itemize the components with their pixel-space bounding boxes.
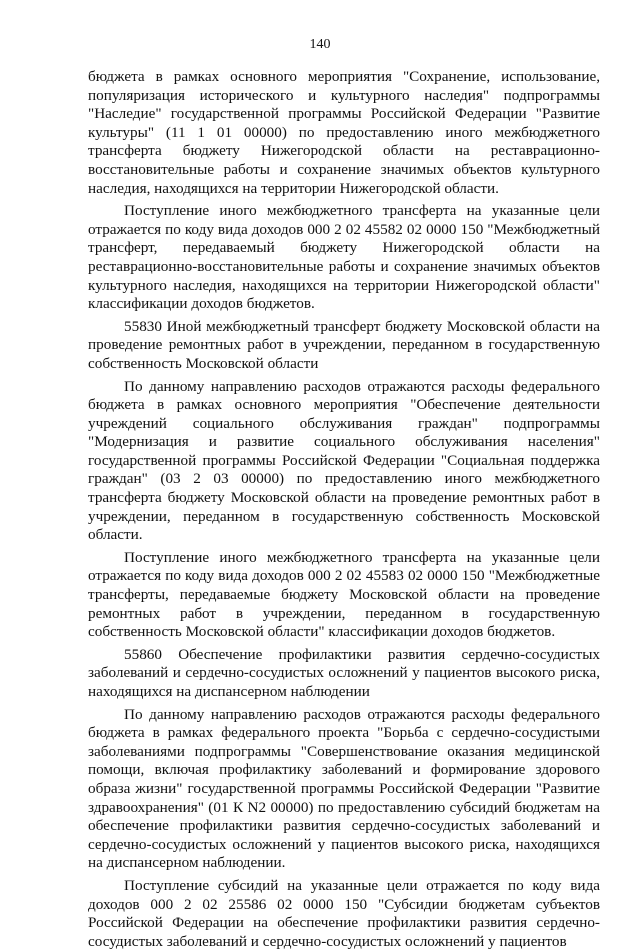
page-number: 140: [309, 37, 331, 52]
paragraph-income-subsidies: Поступление субсидий на указанные цели отражается по коду вида доходов 000 2 02 25586 02 0000 150 "Субсидии бюджетам субъектов Российской Федерации на обеспечение профилактики развития сердечно-сосудистых заболеваний и сердечно-сосудистых осложнений у пациентов: [88, 876, 600, 950]
paragraph-code-55860-heading: 55860 Обеспечение профилактики развития сердечно-сосудистых заболеваний и сердечно-сосудистых осложнений у пациентов высокого риска, находящихся на диспансерном наблюдении: [88, 645, 600, 700]
paragraph-expenses-moscow-region: По данному направлению расходов отражаются расходы федерального бюджета в рамках основного мероприятия "Обеспечение деятельности учреждений социального обслуживания граждан" подпрограммы "Модернизация и развитие социального обслуживания населения" государственной программы Российской Федерации "Социальная поддержка граждан" (03 2 03 00000) по предоставлению иного межбюджетного трансферта бюджету Московской области на проведение ремонтных работ в учреждении, переданном в государственную собственность Московской области.: [88, 377, 600, 544]
paragraph-income-nizhny-novgorod: Поступление иного межбюджетного трансферта на указанные цели отражается по коду вида доходов 000 2 02 45582 02 0000 150 "Межбюджетный трансферт, передаваемый бюджету Нижегородской области на реставрационно-восстановительные работы и сохранение значимых объектов культурного наследия, находящихся на территории Нижегородской области" классификации доходов бюджетов.: [88, 202, 600, 313]
paragraph-expenses-cardiovascular: По данному направлению расходов отражаются расходы федерального бюджета в рамках федерального проекта "Борьба с сердечно-сосудистыми заболеваниями подпрограммы "Совершенствование оказания медицинской помощи, включая профилактику заболеваний и формирование здорового образа жизни" государственной программы Российской Федерации "Развитие здравоохранения" (01 К N2 00000) по предоставлению субсидий бюджетам на обеспечение профилактики развития сердечно-сосудистых заболеваний и сердечно-сосудистых осложнений у пациентов высокого риска, находящихся на диспансерном наблюдении.: [88, 705, 600, 872]
paragraph-code-55830-heading: 55830 Иной межбюджетный трансферт бюджету Московской области на проведение ремонтных работ в учреждении, переданном в государственную собственность Московской области: [88, 317, 600, 372]
document-body: [88, 68, 600, 951]
paragraph-continuation: бюджета в рамках основного мероприятия "Сохранение, использование, популяризация исторического и культурного наследия" подпрограммы "Наследие" государственной программы Российской Федерации "Развитие культуры" (11 1 01 00000) по предоставлению иного межбюджетного трансферта бюджету Нижегородской области на реставрационно-восстановительные работы и сохранение значимых объектов культурного наследия, находящихся на территории Нижегородской области.: [88, 68, 600, 197]
paragraph-income-moscow-region: Поступление иного межбюджетного трансферта на указанные цели отражается по коду вида доходов 000 2 02 45583 02 0000 150 "Межбюджетные трансферты, передаваемые бюджету Московской области на проведение ремонтных работ в учреждении, переданном в государственную собственность Московской области" классификации доходов бюджетов.: [88, 548, 600, 641]
